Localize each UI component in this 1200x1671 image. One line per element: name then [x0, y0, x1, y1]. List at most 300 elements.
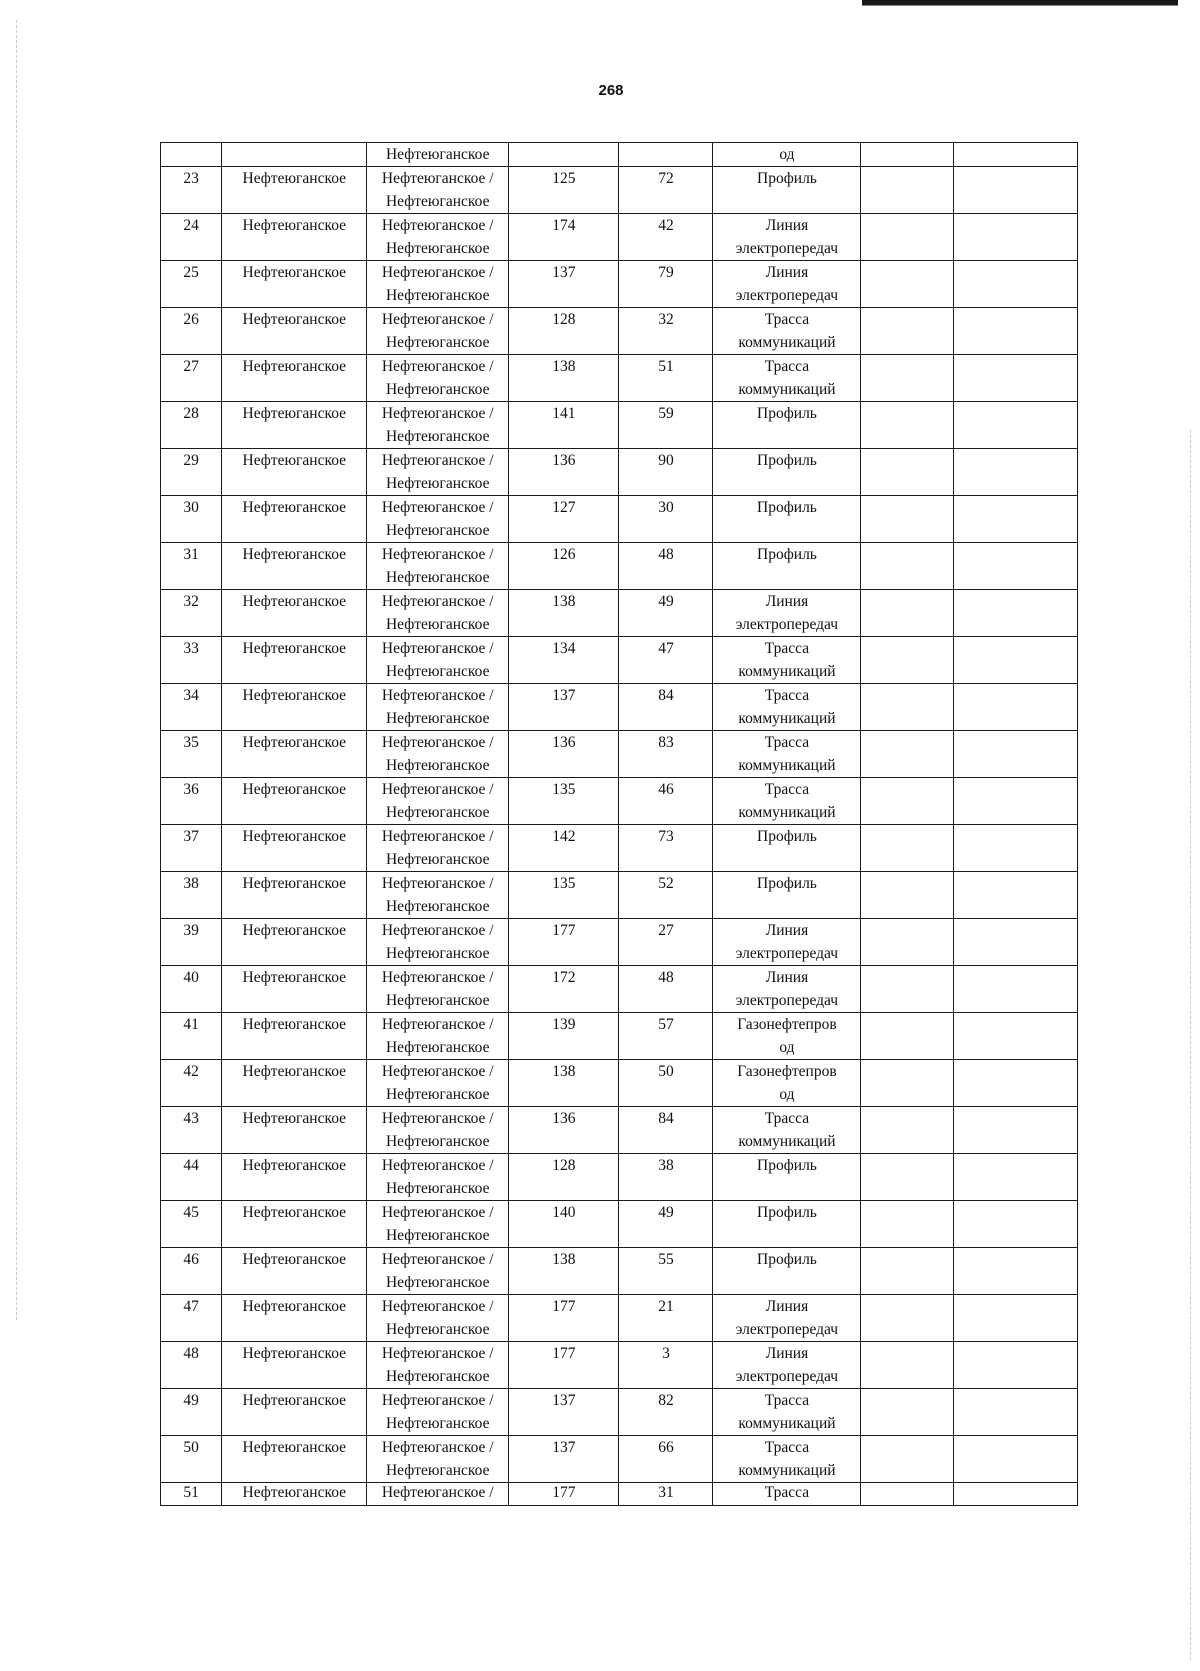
cell-value-b: 49: [619, 590, 713, 637]
license-line-2: Нефтеюганское: [385, 334, 490, 351]
cell-value-a: 136: [509, 731, 619, 778]
cell-number: 48: [161, 1342, 222, 1389]
cell-value-a: 142: [509, 825, 619, 872]
license-line-2: Нефтеюганское: [385, 1274, 490, 1291]
purpose-line-1: Трасса: [764, 734, 810, 751]
cell-value-b: 83: [619, 731, 713, 778]
table-row: [161, 402, 1078, 449]
license-line-2: Нефтеюганское: [385, 381, 490, 398]
cell-value-a: 138: [509, 1248, 619, 1295]
cell-purpose: [713, 1107, 861, 1154]
cell-district: Нефтеюганское: [222, 1060, 367, 1107]
cell-district: Нефтеюганское: [222, 684, 367, 731]
purpose-line-2: коммуникаций: [738, 1415, 836, 1432]
cell-number: 30: [161, 496, 222, 543]
cell-number: 28: [161, 402, 222, 449]
cell-number: 41: [161, 1013, 222, 1060]
table-row-last: [161, 1483, 1078, 1506]
cell-value-a: 125: [509, 167, 619, 214]
table-row: [161, 966, 1078, 1013]
purpose-line-1: Трасса: [764, 311, 810, 328]
cell-license: [367, 684, 509, 731]
cell-license: [367, 1342, 509, 1389]
cell-extra-1: [861, 919, 954, 966]
cell-purpose: [713, 308, 861, 355]
license-line-2: Нефтеюганское: [385, 616, 490, 633]
cell-purpose: [713, 214, 861, 261]
top-border-rule-thin: [862, 5, 1178, 6]
license-line-2: Нефтеюганское: [385, 569, 490, 586]
cell-number: 31: [161, 543, 222, 590]
cell-purpose: [713, 1248, 861, 1295]
cell-district: Нефтеюганское: [222, 1201, 367, 1248]
cell-license: [367, 1201, 509, 1248]
cell-extra-2: [954, 590, 1078, 637]
cell-district: Нефтеюганское: [222, 637, 367, 684]
cell-license: [367, 1154, 509, 1201]
cell-extra-1: [861, 1389, 954, 1436]
cell-extra-1: [861, 966, 954, 1013]
table-row: [161, 449, 1078, 496]
cell-purpose: [713, 731, 861, 778]
license-line-1: Нефтеюганское /: [381, 358, 494, 375]
purpose-line-1: Профиль: [757, 1251, 817, 1268]
license-line-2: Нефтеюганское: [385, 475, 490, 492]
cell-district: Нефтеюганское: [222, 543, 367, 590]
cell-number: 46: [161, 1248, 222, 1295]
cell-value-a: 127: [509, 496, 619, 543]
cell-license: Нефтеюганское: [367, 143, 509, 167]
cell-value-a: 177: [509, 1295, 619, 1342]
cell-license: [367, 543, 509, 590]
cell-purpose: [713, 1201, 861, 1248]
cell-extra-1: [861, 637, 954, 684]
cell-license: [367, 778, 509, 825]
license-line-1: Нефтеюганское /: [381, 969, 494, 986]
purpose-line-1: Линия: [765, 264, 809, 281]
cell-value-b: 66: [619, 1436, 713, 1483]
cell-value-b: 57: [619, 1013, 713, 1060]
cell-district: Нефтеюганское: [222, 167, 367, 214]
license-line-2: Нефтеюганское: [385, 851, 490, 868]
cell-extra-1: [861, 543, 954, 590]
cell-license: [367, 355, 509, 402]
purpose-line-2: электропередач: [735, 1368, 839, 1385]
purpose-line-1: Профиль: [757, 170, 817, 187]
cell-extra-1: [861, 872, 954, 919]
purpose-line-1: Профиль: [757, 1157, 817, 1174]
table-row: [161, 1248, 1078, 1295]
cell-license: [367, 825, 509, 872]
cell-district: Нефтеюганское: [222, 590, 367, 637]
license-line-2: Нефтеюганское: [385, 663, 490, 680]
cell-value-a: 172: [509, 966, 619, 1013]
cell-value-b: 3: [619, 1342, 713, 1389]
cell-purpose: [713, 1060, 861, 1107]
cell-purpose: [713, 637, 861, 684]
license-line-1: Нефтеюганское /: [381, 1110, 494, 1127]
purpose-line-1: Трасса: [764, 1392, 810, 1409]
cell-value-b: 59: [619, 402, 713, 449]
scan-edge-right: [1190, 430, 1191, 1660]
cell-number: 43: [161, 1107, 222, 1154]
license-line-2: Нефтеюганское: [385, 1039, 490, 1056]
cell-value-b: 84: [619, 684, 713, 731]
purpose-line-2: коммуникаций: [738, 710, 836, 727]
cell-extra-1: [861, 1295, 954, 1342]
purpose-line-1: Трасса: [764, 781, 810, 798]
table-row: [161, 1154, 1078, 1201]
cell-purpose: Трасса: [713, 1483, 861, 1506]
cell-license: [367, 872, 509, 919]
cell-value-a: 177: [509, 919, 619, 966]
purpose-line-1: Трасса: [764, 1110, 810, 1127]
cell-extra-2: [954, 214, 1078, 261]
purpose-line-1: Линия: [765, 593, 809, 610]
cell-district: Нефтеюганское: [222, 778, 367, 825]
license-line-2: Нефтеюганское: [385, 522, 490, 539]
table-row: [161, 1389, 1078, 1436]
cell-extra-2: [954, 731, 1078, 778]
purpose-line-1: Линия: [765, 922, 809, 939]
cell-value-b: 46: [619, 778, 713, 825]
table-row-continued: [161, 143, 1078, 167]
cell-number: 33: [161, 637, 222, 684]
cell-license: [367, 214, 509, 261]
purpose-line-1: Газонефтепров: [737, 1063, 837, 1080]
cell-value-b: 49: [619, 1201, 713, 1248]
table-row: [161, 1201, 1078, 1248]
cell-value-a: 141: [509, 402, 619, 449]
cell-extra-1: [861, 261, 954, 308]
cell-number: 42: [161, 1060, 222, 1107]
cell-extra-2: [954, 1295, 1078, 1342]
license-line-2: Нефтеюганское: [385, 193, 490, 210]
cell-value-a: 137: [509, 261, 619, 308]
cell-district: Нефтеюганское: [222, 731, 367, 778]
cell-number: 23: [161, 167, 222, 214]
cell-extra-2: [954, 1060, 1078, 1107]
cell-purpose: [713, 1295, 861, 1342]
cell-extra-1: [861, 1201, 954, 1248]
purpose-line-2: электропередач: [735, 287, 839, 304]
purpose-line-2: од: [779, 1086, 795, 1103]
cell-extra-2: [954, 543, 1078, 590]
cell-value-b: 55: [619, 1248, 713, 1295]
cell-extra-1: [861, 1436, 954, 1483]
cell-purpose: [713, 1154, 861, 1201]
purpose-line-2: коммуникаций: [738, 1462, 836, 1479]
purpose-line-2: коммуникаций: [738, 663, 836, 680]
cell-purpose: [713, 261, 861, 308]
cell-value-b: 52: [619, 872, 713, 919]
cell-purpose: [713, 543, 861, 590]
cell-extra-1: [861, 496, 954, 543]
cell-value-a: [509, 143, 619, 167]
table-body: [161, 143, 1078, 1506]
table-row: [161, 778, 1078, 825]
cell-number: 36: [161, 778, 222, 825]
cell-purpose: [713, 449, 861, 496]
cell-extra-1: [861, 1483, 954, 1506]
license-line-1: Нефтеюганское /: [381, 875, 494, 892]
cell-district: Нефтеюганское: [222, 261, 367, 308]
table-row: [161, 496, 1078, 543]
cell-purpose: [713, 966, 861, 1013]
cell-district: Нефтеюганское: [222, 825, 367, 872]
cell-value-b: 79: [619, 261, 713, 308]
cell-value-b: 51: [619, 355, 713, 402]
cell-district: Нефтеюганское: [222, 402, 367, 449]
cell-number: 45: [161, 1201, 222, 1248]
license-line-2: Нефтеюганское: [385, 1133, 490, 1150]
cell-value-a: 138: [509, 355, 619, 402]
cell-district: Нефтеюганское: [222, 449, 367, 496]
cell-extra-2: [954, 1107, 1078, 1154]
cell-value-b: 50: [619, 1060, 713, 1107]
cell-extra-2: [954, 637, 1078, 684]
cell-extra-2: [954, 1013, 1078, 1060]
cell-purpose: [713, 1013, 861, 1060]
cell-extra-2: [954, 167, 1078, 214]
cell-value-a: 140: [509, 1201, 619, 1248]
license-line-1: Нефтеюганское /: [381, 1392, 494, 1409]
cell-value-a: 126: [509, 543, 619, 590]
purpose-line-2: коммуникаций: [738, 1133, 836, 1150]
cell-district: Нефтеюганское: [222, 1013, 367, 1060]
cell-license: [367, 1107, 509, 1154]
cell-extra-1: [861, 402, 954, 449]
cell-extra-1: [861, 825, 954, 872]
cell-district: Нефтеюганское: [222, 1483, 367, 1506]
table-row: [161, 1013, 1078, 1060]
cell-license: [367, 308, 509, 355]
purpose-line-1: Газонефтепров: [737, 1016, 837, 1033]
table-row: [161, 214, 1078, 261]
cell-value-a: 128: [509, 308, 619, 355]
cell-extra-2: [954, 261, 1078, 308]
cell-extra-2: [954, 402, 1078, 449]
purpose-line-2: электропередач: [735, 616, 839, 633]
cell-license: [367, 261, 509, 308]
cell-extra-2: [954, 684, 1078, 731]
cell-purpose: [713, 402, 861, 449]
cell-number: 25: [161, 261, 222, 308]
table-row: [161, 308, 1078, 355]
cell-number: 37: [161, 825, 222, 872]
cell-district: Нефтеюганское: [222, 1107, 367, 1154]
license-line-1: Нефтеюганское /: [381, 546, 494, 563]
cell-license: [367, 590, 509, 637]
license-line-1: Нефтеюганское /: [381, 922, 494, 939]
page-number: 268: [598, 82, 624, 99]
table-row: [161, 1107, 1078, 1154]
license-line-1: Нефтеюганское /: [381, 405, 494, 422]
license-line-2: Нефтеюганское: [385, 804, 490, 821]
cell-license: [367, 1248, 509, 1295]
purpose-line-2: коммуникаций: [738, 381, 836, 398]
license-line-2: Нефтеюганское: [385, 428, 490, 445]
cell-value-b: 21: [619, 1295, 713, 1342]
purpose-line-2: коммуникаций: [738, 804, 836, 821]
license-line-1: Нефтеюганское /: [381, 264, 494, 281]
cell-extra-2: [954, 1483, 1078, 1506]
license-line-2: Нефтеюганское: [385, 287, 490, 304]
cell-license: [367, 496, 509, 543]
license-line-1: Нефтеюганское /: [381, 1439, 494, 1456]
cell-value-a: 177: [509, 1483, 619, 1506]
cell-extra-1: [861, 355, 954, 402]
cell-number: 27: [161, 355, 222, 402]
cell-extra-2: [954, 355, 1078, 402]
license-line-1: Нефтеюганское /: [381, 734, 494, 751]
table-row: [161, 1060, 1078, 1107]
cell-extra-2: [954, 1436, 1078, 1483]
cell-license: [367, 1013, 509, 1060]
purpose-line-2: коммуникаций: [738, 757, 836, 774]
table-row: [161, 919, 1078, 966]
license-line-2: Нефтеюганское: [385, 898, 490, 915]
cell-value-a: 177: [509, 1342, 619, 1389]
license-line-2: Нефтеюганское: [385, 992, 490, 1009]
cell-number: 47: [161, 1295, 222, 1342]
cell-license: [367, 1389, 509, 1436]
cell-purpose: [713, 1389, 861, 1436]
table-row: [161, 543, 1078, 590]
license-line-1: Нефтеюганское /: [381, 828, 494, 845]
cell-value-b: 82: [619, 1389, 713, 1436]
license-line-1: Нефтеюганское /: [381, 1016, 494, 1033]
license-line-2: Нефтеюганское: [385, 945, 490, 962]
license-line-1: Нефтеюганское /: [381, 640, 494, 657]
cell-extra-1: [861, 590, 954, 637]
cell-value-b: [619, 143, 713, 167]
cell-license: [367, 919, 509, 966]
cell-license: [367, 637, 509, 684]
cell-value-b: 27: [619, 919, 713, 966]
cell-value-b: 47: [619, 637, 713, 684]
cell-value-a: 135: [509, 872, 619, 919]
table-row: [161, 355, 1078, 402]
cell-extra-2: [954, 1154, 1078, 1201]
purpose-line-1: Профиль: [757, 875, 817, 892]
cell-purpose: [713, 1436, 861, 1483]
license-line-1: Нефтеюганское /: [381, 1251, 494, 1268]
cell-extra-1: [861, 1060, 954, 1107]
cell-value-a: 135: [509, 778, 619, 825]
cell-value-b: 31: [619, 1483, 713, 1506]
license-line-1: Нефтеюганское /: [381, 1157, 494, 1174]
cell-number: 38: [161, 872, 222, 919]
license-line-1: Нефтеюганское /: [381, 452, 494, 469]
license-line-1: Нефтеюганское /: [381, 1063, 494, 1080]
cell-number: 51: [161, 1483, 222, 1506]
cell-extra-1: [861, 1013, 954, 1060]
cell-purpose: [713, 684, 861, 731]
cell-value-a: 139: [509, 1013, 619, 1060]
cell-extra-2: [954, 449, 1078, 496]
purpose-line-1: Линия: [765, 217, 809, 234]
license-line-1: Нефтеюганское /: [381, 1204, 494, 1221]
cell-purpose: од: [713, 143, 861, 167]
purpose-line-1: Линия: [765, 1298, 809, 1315]
cell-license: [367, 167, 509, 214]
license-line-1: Нефтеюганское /: [381, 217, 494, 234]
cell-number: 39: [161, 919, 222, 966]
table-row: [161, 825, 1078, 872]
purpose-line-1: Профиль: [757, 452, 817, 469]
license-line-1: Нефтеюганское /: [381, 170, 494, 187]
table-row: [161, 684, 1078, 731]
cell-value-b: 84: [619, 1107, 713, 1154]
cell-extra-2: [954, 1389, 1078, 1436]
cell-extra-2: [954, 825, 1078, 872]
cell-extra-1: [861, 214, 954, 261]
license-line-1: Нефтеюганское /: [381, 781, 494, 798]
cell-number: 32: [161, 590, 222, 637]
table-row: [161, 1342, 1078, 1389]
cell-district: Нефтеюганское: [222, 1295, 367, 1342]
license-line-1: Нефтеюганское /: [381, 593, 494, 610]
license-line-2: Нефтеюганское: [385, 240, 490, 257]
license-line-2: Нефтеюганское: [385, 1462, 490, 1479]
cell-extra-1: [861, 684, 954, 731]
cell-value-a: 136: [509, 1107, 619, 1154]
license-line-2: Нефтеюганское: [385, 1321, 490, 1338]
cell-district: Нефтеюганское: [222, 496, 367, 543]
license-line-1: Нефтеюганское /: [381, 687, 494, 704]
cell-number: 34: [161, 684, 222, 731]
cell-value-b: 30: [619, 496, 713, 543]
data-table: [160, 142, 1078, 1506]
cell-extra-1: [861, 1154, 954, 1201]
cell-district: Нефтеюганское: [222, 355, 367, 402]
purpose-line-1: Профиль: [757, 1204, 817, 1221]
cell-number: 35: [161, 731, 222, 778]
license-line-2: Нефтеюганское: [385, 1415, 490, 1432]
cell-purpose: [713, 1342, 861, 1389]
cell-number: 40: [161, 966, 222, 1013]
license-line-1: Нефтеюганское /: [381, 499, 494, 516]
table-row: [161, 590, 1078, 637]
cell-value-a: 138: [509, 1060, 619, 1107]
cell-district: Нефтеюганское: [222, 1342, 367, 1389]
license-line-2: Нефтеюганское: [385, 1227, 490, 1244]
cell-number: 29: [161, 449, 222, 496]
purpose-line-2: од: [779, 1039, 795, 1056]
license-line-1: Нефтеюганское /: [381, 311, 494, 328]
cell-value-b: 32: [619, 308, 713, 355]
license-line-1: Нефтеюганское /: [381, 1345, 494, 1362]
cell-district: Нефтеюганское: [222, 214, 367, 261]
license-line-2: Нефтеюганское: [385, 757, 490, 774]
cell-value-a: 137: [509, 1436, 619, 1483]
cell-extra-1: [861, 1248, 954, 1295]
cell-extra-1: [861, 449, 954, 496]
purpose-line-2: электропередач: [735, 240, 839, 257]
cell-value-b: 42: [619, 214, 713, 261]
cell-district: Нефтеюганское: [222, 1154, 367, 1201]
cell-value-a: 136: [509, 449, 619, 496]
cell-extra-2: [954, 1342, 1078, 1389]
cell-extra-2: [954, 143, 1078, 167]
cell-license: [367, 1295, 509, 1342]
license-line-2: Нефтеюганское: [385, 1368, 490, 1385]
purpose-line-1: Трасса: [764, 640, 810, 657]
cell-license: [367, 402, 509, 449]
cell-purpose: [713, 496, 861, 543]
cell-value-a: 134: [509, 637, 619, 684]
